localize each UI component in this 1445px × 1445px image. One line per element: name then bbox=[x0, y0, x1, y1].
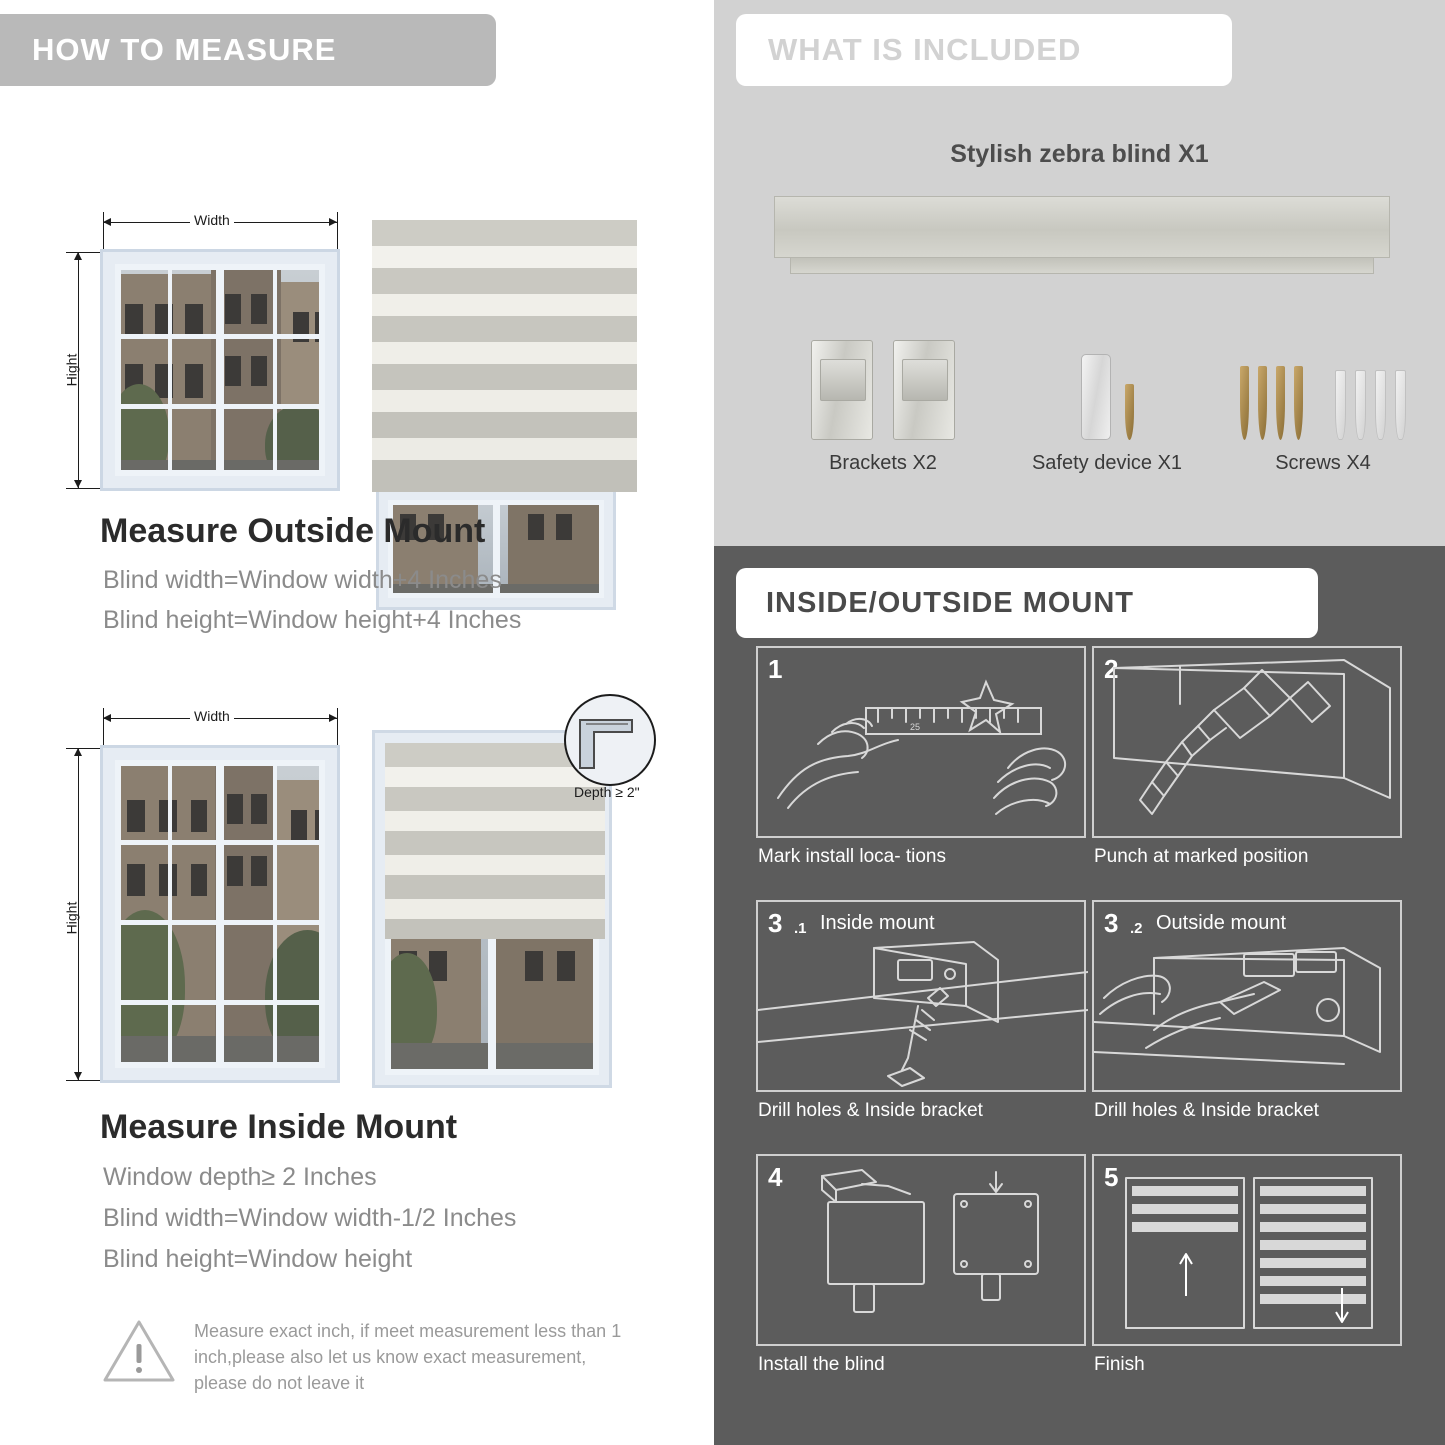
width-label: Width bbox=[190, 212, 234, 228]
window-graphic bbox=[100, 249, 340, 491]
warning-triangle-icon bbox=[102, 1318, 176, 1384]
height-label: Hight bbox=[63, 353, 80, 387]
depth-callout bbox=[560, 690, 660, 790]
svg-text:25: 25 bbox=[910, 722, 921, 732]
part-label: Safety device X1 bbox=[1031, 452, 1183, 474]
included-part-screws bbox=[1198, 330, 1445, 475]
step-3-1-box bbox=[756, 900, 1086, 1092]
warning-text: Measure exact inch, if meet measurement less than 1 inch,please also let us know exact measurement, please do not leave it bbox=[194, 1321, 622, 1394]
safety-device-icon bbox=[1081, 354, 1111, 440]
step-1-box bbox=[756, 646, 1086, 838]
outside-mount-title: Measure Outside Mount bbox=[100, 512, 486, 550]
measurement-warning bbox=[102, 1318, 642, 1396]
step-5-sketch bbox=[1094, 1156, 1404, 1348]
screw-icon bbox=[1125, 384, 1134, 440]
what-is-included-banner: WHAT IS INCLUDED bbox=[736, 14, 1232, 86]
what-is-included-panel bbox=[714, 0, 1445, 546]
step-1-caption: Mark install loca- tions bbox=[758, 846, 946, 867]
bracket-icon bbox=[893, 340, 955, 440]
how-to-measure-panel bbox=[0, 0, 712, 1445]
depth-label: Depth ≥ 2" bbox=[574, 784, 640, 800]
inside-outside-mount-banner: INSIDE/OUTSIDE MOUNT bbox=[736, 568, 1318, 638]
step-number-sub: .2 bbox=[1130, 920, 1143, 937]
zebra-blind-headrail-graphic bbox=[774, 196, 1390, 278]
step-3-2-inline-label: Outside mount bbox=[1156, 912, 1287, 934]
step-3-2-sketch bbox=[1094, 902, 1404, 1094]
part-label: Brackets X2 bbox=[829, 452, 937, 474]
screw-icon bbox=[1276, 366, 1285, 440]
zebra-blind-fabric bbox=[372, 220, 637, 492]
wall-anchor-icon bbox=[1375, 370, 1386, 440]
step-2-caption: Punch at marked position bbox=[1094, 846, 1309, 867]
wall-anchor-icon bbox=[1395, 370, 1406, 440]
step-3-1-inline-label: Inside mount bbox=[820, 912, 935, 934]
inside-mount-line-3: Blind height=Window height bbox=[103, 1245, 413, 1273]
inside-outside-mount-panel bbox=[714, 546, 1445, 1445]
screw-icon bbox=[1240, 366, 1249, 440]
step-3-1-caption: Drill holes & Inside bracket bbox=[758, 1100, 983, 1121]
step-3-2-caption: Drill holes & Inside bracket bbox=[1094, 1100, 1319, 1121]
inside-mount-title: Measure Inside Mount bbox=[100, 1108, 458, 1146]
outside-mount-line-2: Blind height=Window height+4 Inches bbox=[103, 606, 522, 634]
included-part-safety-device bbox=[982, 330, 1232, 475]
included-main-item: Stylish zebra blind X1 bbox=[950, 140, 1209, 168]
part-label: Screws X4 bbox=[1275, 452, 1371, 474]
dim-tick bbox=[337, 708, 338, 748]
inside-mount-line-2: Blind width=Window width-1/2 Inches bbox=[103, 1204, 517, 1232]
step-1-sketch bbox=[758, 648, 1088, 840]
wall-anchor-icon bbox=[1355, 370, 1366, 440]
step-number: 3 bbox=[1104, 908, 1119, 938]
step-number: 5 bbox=[1104, 1162, 1119, 1192]
step-4-sketch bbox=[758, 1156, 1088, 1348]
wall-anchor-icon bbox=[1335, 370, 1346, 440]
outside-mount-line-1: Blind width=Window width+4 Inches bbox=[103, 566, 502, 594]
height-label: Hight bbox=[63, 901, 80, 935]
step-number: 4 bbox=[768, 1162, 783, 1192]
screw-icon bbox=[1258, 366, 1267, 440]
bracket-icon bbox=[811, 340, 873, 440]
dim-tick bbox=[337, 212, 338, 252]
step-number: 3 bbox=[768, 908, 783, 938]
step-3-1-sketch bbox=[758, 902, 1088, 1094]
step-4-caption: Install the blind bbox=[758, 1354, 885, 1375]
window-graphic bbox=[100, 745, 340, 1083]
window-glass bbox=[115, 264, 325, 476]
inside-mount-illustration bbox=[0, 700, 712, 1100]
step-4-box bbox=[756, 1154, 1086, 1346]
included-part-brackets bbox=[758, 330, 1008, 475]
screw-icon bbox=[1294, 366, 1303, 440]
step-5-box bbox=[1092, 1154, 1402, 1346]
inside-mount-line-1: Window depth≥ 2 Inches bbox=[103, 1163, 377, 1191]
width-label: Width bbox=[190, 708, 234, 724]
window-glass bbox=[115, 760, 325, 1068]
step-5-caption: Finish bbox=[1094, 1354, 1145, 1375]
included-parts-row bbox=[714, 330, 1445, 510]
step-number: 2 bbox=[1104, 654, 1119, 684]
how-to-measure-banner: HOW TO MEASURE bbox=[0, 14, 496, 86]
step-2-box bbox=[1092, 646, 1402, 838]
step-number: 1 bbox=[768, 654, 783, 684]
step-number-sub: .1 bbox=[794, 920, 807, 937]
step-3-2-box bbox=[1092, 900, 1402, 1092]
step-2-sketch bbox=[1094, 648, 1404, 840]
outside-mount-illustration bbox=[0, 100, 712, 500]
